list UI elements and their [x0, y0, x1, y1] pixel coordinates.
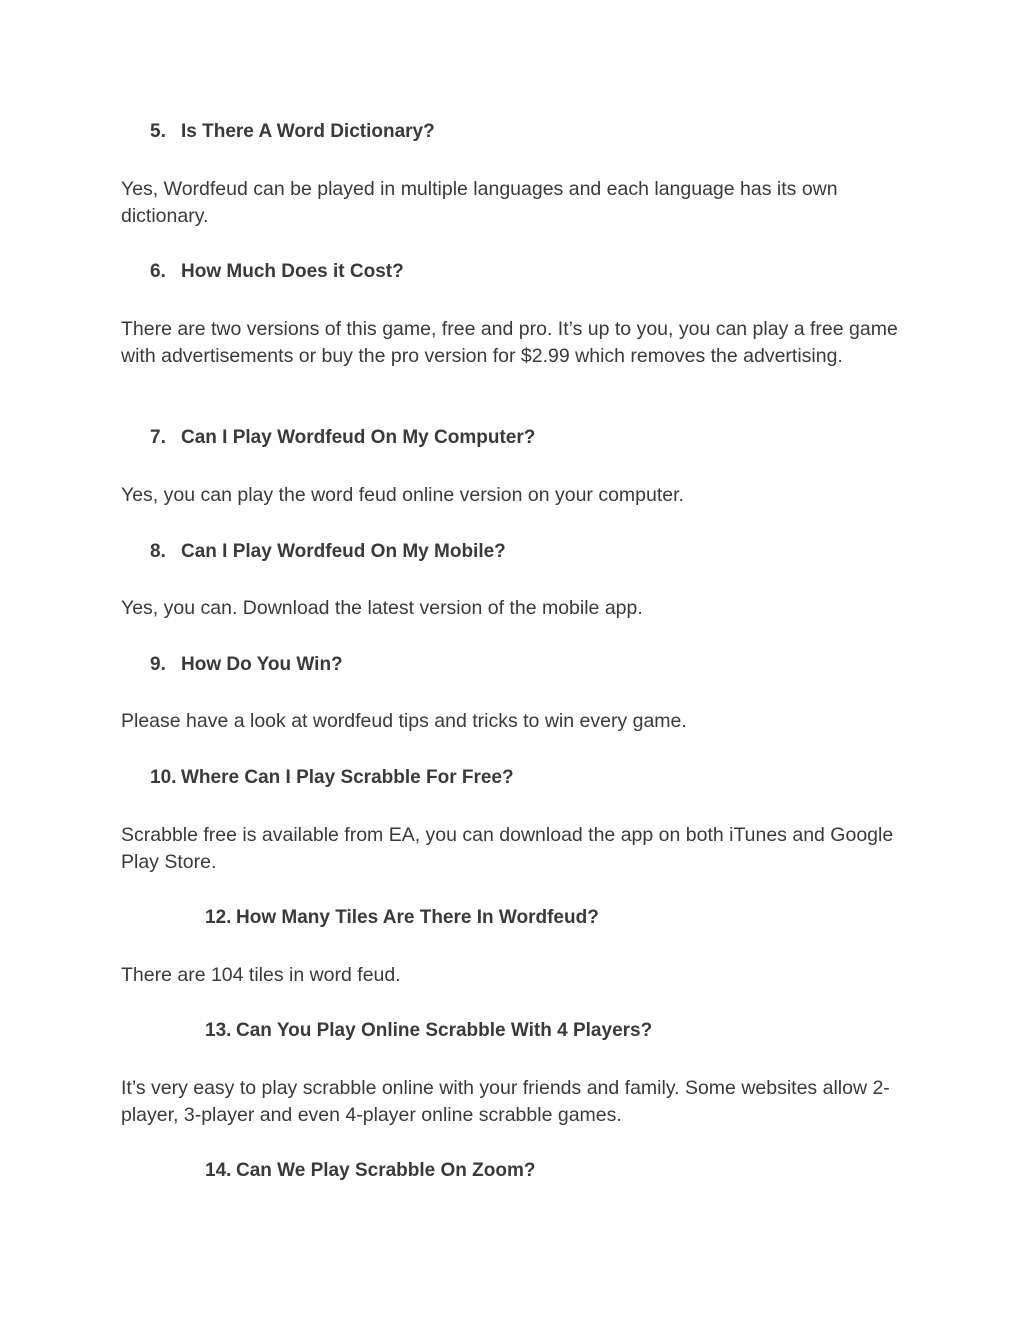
- faq-question-12: [205, 905, 599, 931]
- question-number: 5.: [150, 121, 166, 142]
- faq-answer-10: Scrabble free is available from EA, you can download the app on both iTunes and Google Play Store.: [121, 824, 894, 873]
- question-number: 9.: [150, 654, 166, 675]
- faq-question-8: [150, 539, 506, 565]
- question-text: Can You Play Online Scrabble With 4 Players?: [236, 1020, 653, 1041]
- question-number: 10.: [150, 767, 177, 788]
- faq-question-7: [150, 425, 535, 451]
- question-text: How Much Does it Cost?: [181, 261, 404, 282]
- question-text: Can I Play Wordfeud On My Mobile?: [181, 541, 506, 562]
- question-number: 13.: [205, 1020, 232, 1041]
- faq-answer-13: It’s very easy to play scrabble online with your friends and family. Some websites allow 2-player, 3-player and even 4-player online scrabble games.: [121, 1077, 890, 1126]
- faq-question-9: [150, 652, 343, 678]
- faq-answer-9: Please have a look at wordfeud tips and tricks to win every game.: [121, 710, 687, 732]
- question-number: 8.: [150, 541, 166, 562]
- faq-answer-5: Yes, Wordfeud can be played in multiple languages and each language has its own dictionary.: [121, 178, 838, 227]
- question-text: How Do You Win?: [181, 654, 343, 675]
- faq-question-14: [205, 1158, 536, 1184]
- faq-answer-12: There are 104 tiles in word feud.: [121, 964, 401, 986]
- question-text: How Many Tiles Are There In Wordfeud?: [236, 907, 599, 928]
- question-number: 7.: [150, 427, 166, 448]
- faq-answer-6: There are two versions of this game, free and pro. It’s up to you, you can play a free game with advertisements or buy the pro version for $2.99 which removes the advertising.: [121, 318, 898, 367]
- faq-question-5: [150, 119, 435, 145]
- question-text: Can We Play Scrabble On Zoom?: [236, 1160, 536, 1181]
- question-number: 12.: [205, 907, 232, 928]
- question-text: Where Can I Play Scrabble For Free?: [181, 767, 514, 788]
- faq-question-13: [205, 1018, 652, 1044]
- faq-question-6: [150, 259, 404, 285]
- question-number: 6.: [150, 261, 166, 282]
- faq-answer-7: Yes, you can play the word feud online version on your computer.: [121, 484, 684, 506]
- faq-question-10: [150, 765, 514, 791]
- question-number: 14.: [205, 1160, 232, 1181]
- question-text: Can I Play Wordfeud On My Computer?: [181, 427, 536, 448]
- question-text: Is There A Word Dictionary?: [181, 121, 435, 142]
- faq-answer-8: Yes, you can. Download the latest version of the mobile app.: [121, 597, 643, 619]
